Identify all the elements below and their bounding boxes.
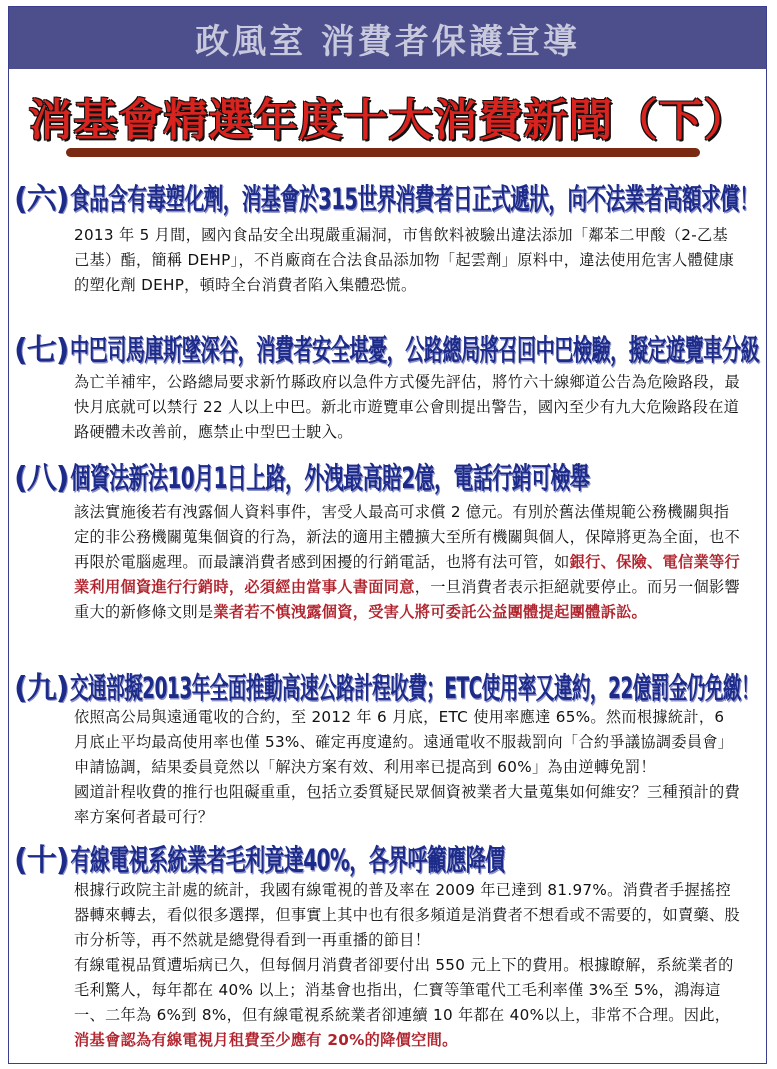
section-number: (九) <box>14 671 69 706</box>
header-banner-text: 政風室 消費者保護宣導 <box>195 21 580 62</box>
section-6-heading <box>14 174 770 218</box>
paragraph-text: 有線電視品質遭垢病已久，但每個月消費者卻要付出 550 元上下的費用。根據瞭解，系統業者的毛利驚人，每年都在 40% 以上；消基會也指出，仁寶等筆電代工毛利率僅 3%至 5%，鴻海這一、二年為 6%到 8%，但有線電視系統業者卻連續 10 年都在 40%以上，非常不合理。因此， <box>74 956 734 1024</box>
section-6-paragraph: 2013 年 5 月間，國內食品安全出現嚴重漏洞，市售飲料被驗出違法添加「鄰苯二甲酸（2-乙基己基）酯，簡稱 DEHP」，不肖廠商在合法食品添加物「起雲劑」原料中，違法使用危害人體健康的塑化劑 DEHP，頓時全台消費者陷入集體恐慌。 <box>74 226 735 294</box>
highlight-text: 銀行、保險、電信業等行業利用個資進行行銷時，必須經由當事人書面同意 <box>74 553 740 596</box>
section-7-paragraph: 為亡羊補牢，公路總局要求新竹縣政府以急件方式優先評估，將竹六十線鄉道公告為危險路段，最快月底就可以禁行 22 人以上中巴。新北市遊覽車公會則提出警告，國內至少有九大危險路段在道路硬體未改善前，應禁止中型巴士駛入。 <box>74 373 740 441</box>
section-title: 交通部擬2013年全面推動高速公路計程收費；ETC使用率又違約，22億罰金仍免繳！ <box>70 669 760 705</box>
section-number: (七) <box>14 333 69 368</box>
section-10-paragraph-2 <box>74 953 742 1053</box>
section-8-paragraph <box>74 500 742 625</box>
highlight-text: 消基會認為有線電視月租費至少應有 20%的降價空間。 <box>74 1031 458 1049</box>
section-7-heading <box>14 325 777 369</box>
section-9-paragraph-1: 依照高公局與遠通電收的合約，至 2012 年 6 月底，ETC 使用率應達 65%。然而根據統計，6 月底止平均最高使用率也僅 53%、確定再度違約。遠通電收不服裁罰向「合約爭議協調委員會」申請協調，結果委員竟然以「解決方案有效、利用率已提高到 60%」為由逆轉免罰！ <box>74 708 734 776</box>
section-9-paragraph-2: 國道計程收費的推行也阻礙重重，包括立委質疑民眾個資被業者大量蒐集如何維安？三種預計的費率方案何者最可行？ <box>74 783 740 826</box>
section-title: 食品含有毒塑化劑，消基會於315世界消費者日正式遞狀，向不法業者高額求償！ <box>70 180 759 216</box>
page-title: 消基會精選年度十大消費新聞（下） <box>28 95 749 146</box>
section-number: (六) <box>14 182 69 217</box>
section-8-heading <box>14 453 589 497</box>
section-title: 有線電視系統業者毛利竟達40%，各界呼籲應降價 <box>70 841 505 877</box>
section-title: 中巴司馬庫斯墜深谷，消費者安全堪憂，公路總局將召回中巴檢驗，擬定遊覽車分級 <box>70 331 760 367</box>
section-9-heading <box>14 663 777 707</box>
paragraph-text: ，一旦消費者表示拒絕就要停止。而另一個影響重大的新修條文則是 <box>74 578 740 621</box>
section-title: 個資法新法10月1日上路，外洩最高賠2億，電話行銷可檢舉 <box>70 459 590 495</box>
section-10-paragraph-1: 根據行政院主計處的統計，我國有線電視的普及率在 2009 年已達到 81.97%。消費者手握搖控器轉來轉去，看似很多選擇，但事實上其中也有很多頻道是消費者不想看或不需要的，如賣藥、股市分析等，再不然就是總覺得看到一再重播的節目！ <box>74 881 740 949</box>
highlight-text: 業者若不慎洩露個資，受害人將可委託公益團體提起團體訴訟。 <box>213 603 648 621</box>
paragraph-text: 該法實施後若有洩露個人資料事件，害受人最高可求償 2 億元。有別於舊法僅規範公務機關與指定的非公務機關蒐集個資的行為，新法的適用主體擴大至所有機關與個人，保障將更為全面，也不再限於電腦處理。而最讓消費者感到困擾的行銷電話，也將有法可管，如 <box>74 503 740 571</box>
section-number: (十) <box>14 843 69 878</box>
title-underline <box>66 148 700 157</box>
header-banner <box>9 7 766 69</box>
section-10-heading <box>14 835 505 879</box>
section-number: (八) <box>14 461 69 496</box>
